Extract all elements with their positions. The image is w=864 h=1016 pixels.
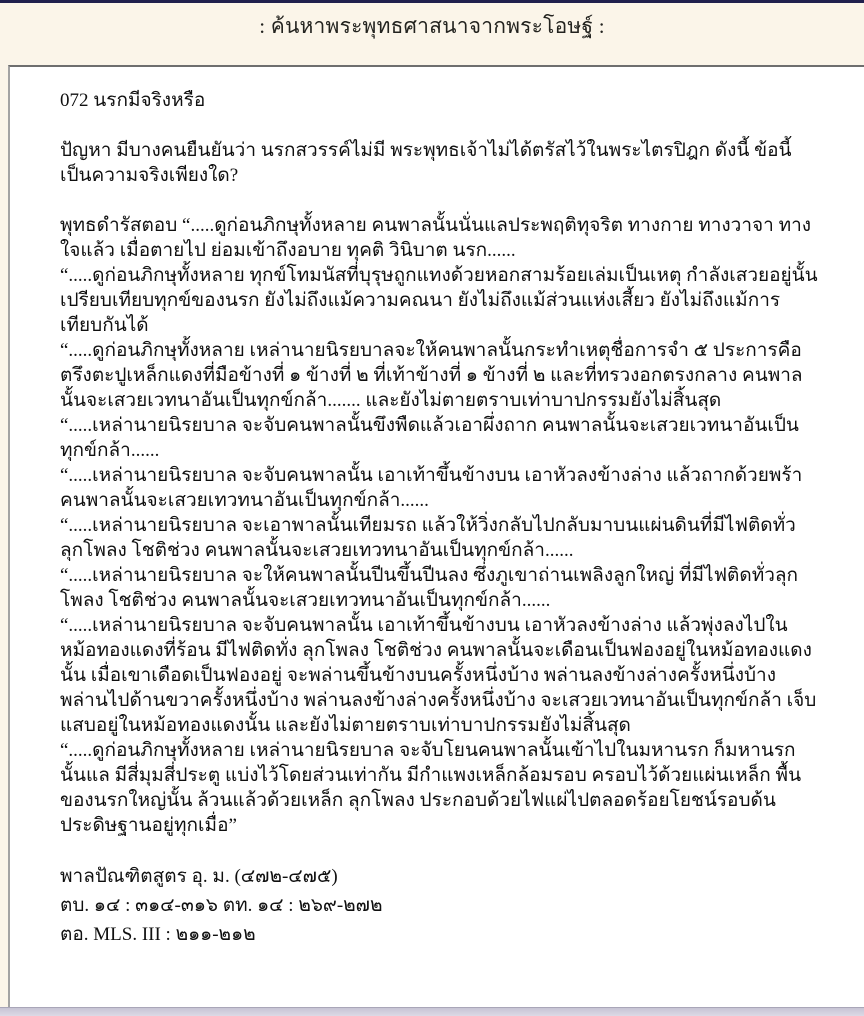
reference-block bbox=[60, 864, 820, 947]
sutta-paragraph: พุทธดำรัสตอบ “.....ดูก่อนภิกษุทั้งหลาย คนพาลนั้นนั่นแลประพฤติทุจริต ทางกาย ทางวาจา ทางใจแล้ว เมื่อตายไป ย่อมเข้าถึงอบาย ทุคติ วินิบาต นรก...... bbox=[60, 215, 812, 261]
reference-line: ตอ. MLS. III : ๒๑๑-๒๑๒ bbox=[60, 924, 256, 945]
content-frame[interactable] bbox=[8, 65, 864, 1007]
sutta-paragraph: “.....ดูก่อนภิกษุทั้งหลาย เหล่านายนิรยบาลจะให้คนพาลนั้นกระทำเหตุชื่อการจำ ๕ ประการคือ ตรึงตะปูเหล็กแดงที่มือข้างที่ ๑ ข้างที่ ๒ ที่เท้าข้างที่ ๑ ข้างที่ ๒ และที่ทรวงอกตรงกลาง คนพาลนั้นจะเสวยเวทนาอันเป็นทุกข์กล้า....... และยังไม่ตายตราบเท่าบาปกรรมยังไม่สิ้นสุด bbox=[60, 340, 803, 411]
sutta-paragraph: “.....ดูก่อนภิกษุทั้งหลาย ทุกข์โทมนัสที่บุรุษถูกแทงด้วยหอกสามร้อยเล่มเป็นเหตุ กำลังเสวยอยู่นั้นเปรียบเทียบทุกข์ของนรก ยังไม่ถึงแม้ความคณนา ยังไม่ถึงแม้ส่วนแห่งเสี้ยว ยังไม่ถึงแม้การเทียบกันได้ bbox=[60, 265, 818, 336]
reference-line: ตบ. ๑๔ : ๓๑๔-๓๑๖ ตท. ๑๔ : ๒๖๙-๒๗๒ bbox=[60, 895, 383, 916]
sutta-paragraph: “.....เหล่านายนิรยบาล จะจับคนพาลนั้น เอาเท้าขึ้นข้างบน เอาหัวลงข้างล่าง แล้วพุ่งลงไปในหม้อทองแดงที่ร้อน มีไฟติดทั่ง ลุกโพลง โชติช่วง คนพาลนั้นจะเดือนเป็นฟองอยู่ในหม้อทองแดงนั้น เมื่อเขาเดือดเป็นฟองอยู่ จะพล่านขึ้นข้างบนครั้งหนึ่งบ้าง พล่านลงข้างล่างครั้งหนึ่งบ้าง พล่านไปด้านขวาครั้งหนึ่งบ้าง พล่านลงข้างล่างครั้งหนึ่งบ้าง จะเสวยเวทนาอันเป็นทุกข์กล้า เจ็บแสบอยู่ในหม้อทองแดงนั้น และยังไม่ตายตราบเท่าบาปกรรมยังไม่สิ้นสุด bbox=[60, 615, 817, 736]
site-title: : ค้นหาพระพุทธศาสนาจากพระโอษฐ์ : bbox=[259, 14, 605, 38]
sutta-paragraph: “.....เหล่านายนิรยบาล จะให้คนพาลนั้นปีนขึ้นปีนลง ซึ่งภูเขาถ่านเพลิงลูกใหญ่ ที่มีไฟติดทั่วลุกโพลง โชติช่วง คนพาลนั้นจะเสวยเทวทนาอันเป็นทุกข์กล้า...... bbox=[60, 565, 799, 611]
question-paragraph: ปัญหา มีบางคนยืนยันว่า นรกสวรรค์ไม่มี พระพุทธเจ้าไม่ได้ตรัสไว้ในพระไตรปิฎก ดังนี้ ข้อนี้เป็นความจริงเพียงใด? bbox=[60, 140, 792, 186]
topic-heading: 072 นรกมีจริงหรือ bbox=[60, 90, 206, 111]
reference-line: พาลปัณฑิตสูตร อุ. ม. (๔๗๒-๔๗๕) bbox=[60, 866, 338, 887]
site-title-bar bbox=[0, 3, 864, 65]
sutta-paragraph: “.....ดูก่อนภิกษุทั้งหลาย เหล่านายนิรยบาล จะจับโยนคนพาลนั้นเข้าไปในมหานรก ก็มหานรกนั้นแล มีสี่มุมสี่ประตู แบ่งไว้โดยส่วนเท่ากัน มีกำแพงเหล็กล้อมรอบ ครอบไว้ด้วยแผ่นเหล็ก พื้นของนรกใหญ่นั้น ล้วนแล้วด้วยเหล็ก ลุกโพลง ประกอบด้วยไฟแผ่ไปตลอดร้อยโยชน์รอบด้น ประดิษฐานอยู่ทุกเมื่อ” bbox=[60, 740, 802, 836]
sutta-paragraph: “.....เหล่านายนิรยบาล จะจับคนพาลนั้นขึงพืดแล้วเอาผึ่งถาก คนพาลนั้นจะเสวยเวทนาอันเป็นทุกข์กล้า...... bbox=[60, 415, 799, 461]
sutta-paragraph: “.....เหล่านายนิรยบาล จะเอาพาลนั้นเทียมรถ แล้วให้วิ่งกลับไปกลับมาบนแผ่นดินที่มีไฟติดทั่ว ลุกโพลง โชติช่วง คนพาลนั้นจะเสวยเทวทนาอันเป็นทุกข์กล้า...... bbox=[60, 515, 796, 561]
horizontal-scrollbar[interactable] bbox=[0, 1007, 864, 1016]
sutta-paragraph: “.....เหล่านายนิรยบาล จะจับคนพาลนั้น เอาเท้าขึ้นข้างบน เอาหัวลงข้างล่าง แล้วถากด้วยพร้า คนพาลนั้นจะเสวยเทวทนาอันเป็นทุกข์กล้า...... bbox=[60, 465, 803, 511]
